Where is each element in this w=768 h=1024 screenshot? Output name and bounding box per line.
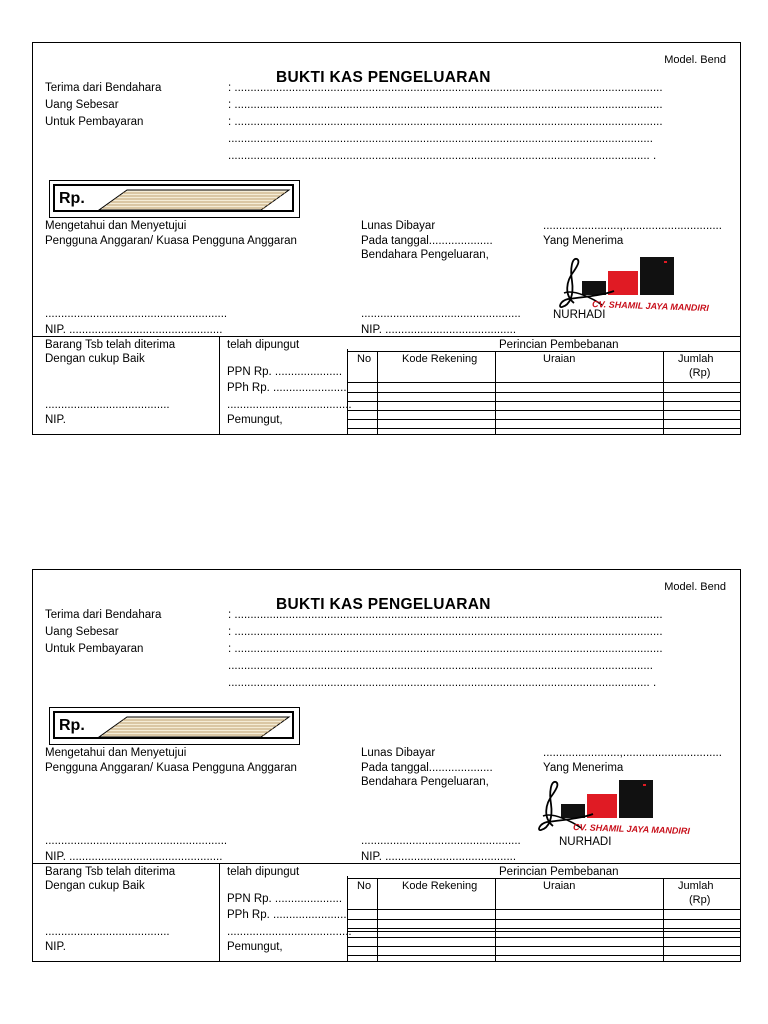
mid-sig-line2: Pada tanggal.................... — [361, 235, 493, 247]
left-sig-line2: Pengguna Anggaran/ Kuasa Pengguna Anggaran — [45, 762, 297, 774]
col-no: No — [357, 880, 372, 892]
mid-sig-dots[interactable]: .................................................. — [361, 308, 521, 320]
pph-field[interactable]: PPh Rp. ....................... — [227, 382, 347, 394]
table-row[interactable] — [347, 428, 740, 429]
amount-box[interactable] — [49, 707, 300, 745]
stamp-text: CV. SHAMIL JAYA MANDIRI — [572, 822, 691, 837]
tax-dots[interactable]: ....................................... — [227, 399, 352, 411]
extra-line-1[interactable]: ..................................................................................................................................... — [228, 133, 653, 145]
detail-title: Perincian Pembebanan — [499, 866, 619, 878]
extra-line-2[interactable]: .................................................................................................................................... . — [228, 150, 657, 162]
table-row[interactable] — [347, 928, 740, 929]
mid-sig-nip[interactable]: NIP. ......................................... — [361, 324, 517, 336]
row-value-uang[interactable]: : ...................................................................................................................................... — [228, 99, 663, 111]
row-value-pembayaran[interactable]: : ...................................................................................................................................... — [228, 116, 663, 128]
left-sig-dots[interactable]: ......................................................... — [45, 835, 228, 847]
pemungut-label: Pemungut, — [227, 941, 283, 953]
col-kode: Kode Rekening — [402, 880, 478, 892]
table-row[interactable] — [347, 946, 740, 947]
table-row[interactable] — [347, 382, 740, 383]
ppn-field[interactable]: PPN Rp. ..................... — [227, 366, 343, 378]
tax-dots[interactable]: ....................................... — [227, 926, 352, 938]
form-title: BUKTI KAS PENGELUARAN — [276, 596, 491, 613]
table-col-line — [377, 351, 378, 435]
row-label-pembayaran: Untuk Pembayaran — [45, 643, 144, 655]
table-col-line — [663, 878, 664, 962]
row-label-uang: Uang Sebesar — [45, 99, 119, 111]
extra-line-1[interactable]: ..................................................................................................................................... — [228, 660, 653, 672]
right-sig-receiver: Yang Menerima — [543, 235, 624, 247]
voucher-form — [32, 569, 741, 962]
table-row[interactable] — [347, 410, 740, 411]
col-jumlah: Jumlah — [678, 880, 714, 892]
tax-title: telah dipungut — [227, 339, 300, 351]
voucher-form — [32, 42, 741, 435]
amount-box[interactable] — [49, 180, 300, 218]
row-label-uang: Uang Sebesar — [45, 626, 119, 638]
mid-sig-line1: Lunas Dibayar — [361, 747, 436, 759]
col-jumlah-unit: (Rp) — [689, 367, 711, 379]
table-row[interactable] — [347, 937, 740, 938]
goods-line1: Barang Tsb telah diterima — [45, 866, 176, 878]
amount-hatch-icon — [99, 189, 295, 211]
amount-box-inner — [53, 184, 294, 212]
mid-sig-line3: Bendahara Pengeluaran, — [361, 249, 489, 261]
left-sig-line2: Pengguna Anggaran/ Kuasa Pengguna Anggaran — [45, 235, 297, 247]
left-sig-line1: Mengetahui dan Menyetujui — [45, 747, 187, 759]
col-kode: Kode Rekening — [402, 353, 478, 365]
goods-dots[interactable]: ....................................... — [45, 399, 170, 411]
mid-sig-line3: Bendahara Pengeluaran, — [361, 776, 489, 788]
table-row[interactable] — [347, 931, 740, 932]
detail-title: Perincian Pembebanan — [499, 339, 619, 351]
rp-label: Rp. — [59, 717, 85, 734]
row-value-terima[interactable]: : ...................................................................................................................................... — [228, 82, 663, 94]
row-value-pembayaran[interactable]: : ...................................................................................................................................... — [228, 643, 663, 655]
table-row[interactable] — [347, 401, 740, 402]
model-label: Model. Bend — [664, 581, 726, 593]
col-divider — [219, 863, 220, 962]
divider — [33, 863, 740, 864]
right-sig-name: NURHADI — [559, 836, 612, 848]
goods-nip[interactable]: NIP. — [45, 414, 66, 426]
row-value-terima[interactable]: : ...................................................................................................................................... — [228, 609, 663, 621]
right-sig-dots[interactable]: ........................,............................... — [543, 220, 722, 232]
goods-line2: Dengan cukup Baik — [45, 880, 145, 892]
col-jumlah-unit: (Rp) — [689, 894, 711, 906]
table-row[interactable] — [347, 955, 740, 956]
divider — [33, 336, 740, 337]
right-sig-receiver: Yang Menerima — [543, 762, 624, 774]
left-sig-nip[interactable]: NIP. ................................................ — [45, 324, 223, 336]
goods-line1: Barang Tsb telah diterima — [45, 339, 176, 351]
row-label-pembayaran: Untuk Pembayaran — [45, 116, 144, 128]
col-uraian: Uraian — [543, 880, 576, 892]
goods-nip[interactable]: NIP. — [45, 941, 66, 953]
amount-box-inner — [53, 711, 294, 739]
goods-line2: Dengan cukup Baik — [45, 353, 145, 365]
table-row[interactable] — [347, 909, 740, 910]
left-sig-dots[interactable]: ......................................................... — [45, 308, 228, 320]
table-row[interactable] — [347, 919, 740, 920]
mid-sig-line1: Lunas Dibayar — [361, 220, 436, 232]
pemungut-label: Pemungut, — [227, 414, 283, 426]
ppn-field[interactable]: PPN Rp. ..................... — [227, 893, 343, 905]
col-divider — [219, 336, 220, 435]
col-jumlah: Jumlah — [678, 353, 714, 365]
col-no: No — [357, 353, 372, 365]
mid-sig-line2: Pada tanggal.................... — [361, 762, 493, 774]
mid-sig-nip[interactable]: NIP. ......................................... — [361, 851, 517, 863]
form-title: BUKTI KAS PENGELUARAN — [276, 69, 491, 86]
left-sig-nip[interactable]: NIP. ................................................ — [45, 851, 223, 863]
table-col-line — [495, 351, 496, 435]
table-col-line — [377, 878, 378, 962]
table-row[interactable] — [347, 392, 740, 393]
col-uraian: Uraian — [543, 353, 576, 365]
stamp-text: CV. SHAMIL JAYA MANDIRI — [591, 299, 710, 314]
amount-hatch-icon — [99, 716, 295, 738]
left-sig-line1: Mengetahui dan Menyetujui — [45, 220, 187, 232]
company-stamp-logo — [523, 776, 691, 837]
row-label-terima: Terima dari Bendahara — [45, 82, 162, 94]
tax-title: telah dipungut — [227, 866, 300, 878]
company-stamp-logo — [544, 255, 710, 315]
pph-field[interactable]: PPh Rp. ....................... — [227, 909, 347, 921]
goods-dots[interactable]: ....................................... — [45, 926, 170, 938]
table-row[interactable] — [347, 419, 740, 420]
extra-line-2[interactable]: .................................................................................................................................... . — [228, 677, 657, 689]
right-sig-name: NURHADI — [553, 309, 606, 321]
right-sig-dots[interactable]: ........................,............................... — [543, 747, 722, 759]
model-label: Model. Bend — [664, 54, 726, 66]
row-label-terima: Terima dari Bendahara — [45, 609, 162, 621]
table-col-line — [495, 878, 496, 962]
mid-sig-dots[interactable]: .................................................. — [361, 835, 521, 847]
table-col-line — [663, 351, 664, 435]
rp-label: Rp. — [59, 190, 85, 207]
row-value-uang[interactable]: : ...................................................................................................................................... — [228, 626, 663, 638]
